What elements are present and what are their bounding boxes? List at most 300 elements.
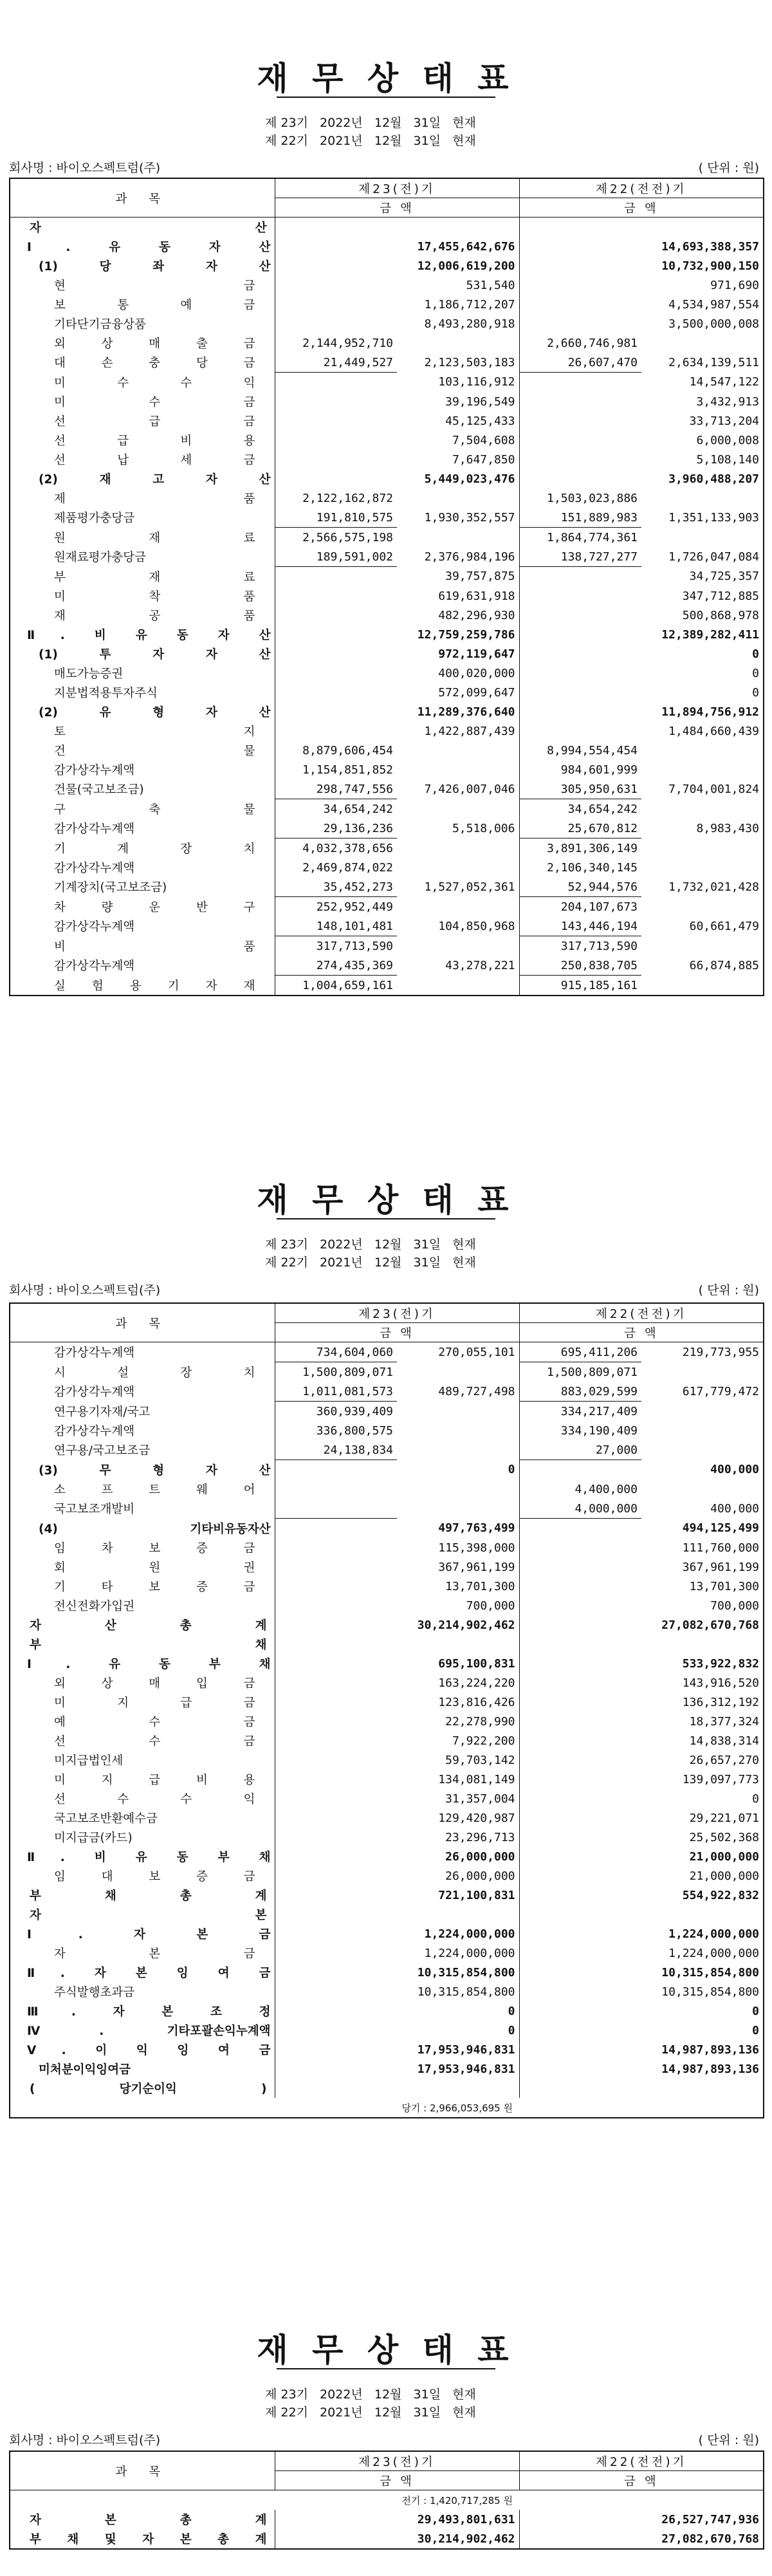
current-total-amount bbox=[397, 858, 519, 877]
prior-total-amount: 10,732,900,150 bbox=[661, 259, 759, 273]
current-detail-amount: 298,747,556 bbox=[275, 779, 397, 799]
balance-sheet-table-page3 bbox=[9, 2451, 764, 2550]
current-detail-amount bbox=[275, 2001, 397, 2021]
account-name: 감가상각누계액 bbox=[54, 1346, 135, 1360]
current-total-amount: 45,125,433 bbox=[445, 414, 515, 428]
prior-detail-amount bbox=[519, 1712, 641, 1731]
prior-total-amount bbox=[641, 1362, 764, 1382]
prior-detail-amount bbox=[519, 1866, 641, 1886]
current-total-amount: 115,398,000 bbox=[438, 1541, 515, 1555]
prior-detail-amount bbox=[519, 1886, 641, 1905]
table-row bbox=[10, 1479, 764, 1499]
current-total-amount bbox=[397, 1905, 519, 1924]
account-name: 미지급금(카드) bbox=[54, 1831, 133, 1845]
current-detail-amount: 317,713,590 bbox=[275, 936, 397, 956]
table-row bbox=[10, 2040, 764, 2059]
prior-total-amount: 10,315,854,800 bbox=[661, 1985, 759, 1999]
prior-detail-amount bbox=[519, 2510, 641, 2529]
current-detail-amount bbox=[275, 683, 397, 702]
prior-detail-amount bbox=[519, 1692, 641, 1712]
prior-detail-amount: 25,670,812 bbox=[519, 819, 641, 839]
current-detail-amount bbox=[275, 275, 397, 295]
account-name: 자 본 총 계 bbox=[30, 2514, 267, 2527]
prior-detail-amount bbox=[519, 1828, 641, 1847]
table-row bbox=[10, 1460, 764, 1480]
prior-total-amount: 13,701,300 bbox=[689, 1579, 759, 1593]
account-name: 건물(국고보조금) bbox=[54, 783, 144, 797]
prior-total-amount: 3,432,913 bbox=[696, 394, 759, 409]
current-detail-amount: 148,101,481 bbox=[275, 916, 397, 936]
current-total-amount bbox=[397, 528, 519, 548]
current-total-amount bbox=[397, 1402, 519, 1422]
prior-total-amount: 21,000,000 bbox=[689, 1869, 759, 1883]
prior-detail-amount bbox=[519, 1635, 641, 1654]
current-detail-amount bbox=[275, 1635, 397, 1654]
current-detail-amount bbox=[275, 1460, 397, 1480]
table-row bbox=[10, 392, 764, 411]
prior-detail-amount: 34,654,242 bbox=[519, 799, 641, 819]
prior-total-amount: 554,922,832 bbox=[682, 1888, 759, 1902]
prior-total-amount bbox=[641, 1905, 764, 1924]
current-detail-amount: 360,939,409 bbox=[275, 1402, 397, 1422]
title-underline bbox=[277, 1218, 495, 1219]
current-total-amount bbox=[397, 1421, 519, 1440]
account-name: 원재료평가충당금 bbox=[54, 551, 146, 565]
page-title: 재 무 상 태 표 bbox=[257, 1181, 515, 1219]
table-row bbox=[10, 567, 764, 587]
current-total-amount: 700,000 bbox=[466, 1598, 515, 1613]
period-prior: 제 22기 2021년 12월 31일 현재 bbox=[265, 1256, 476, 1270]
current-total-amount: 12,006,619,200 bbox=[417, 259, 515, 273]
prior-total-amount bbox=[641, 936, 764, 956]
current-total-amount: 489,727,498 bbox=[438, 1384, 515, 1398]
current-total-amount: 22,278,990 bbox=[445, 1714, 515, 1728]
current-detail-amount bbox=[275, 2529, 397, 2549]
account-name: 자 산 총 계 bbox=[30, 1619, 267, 1633]
account-name: 연구용/국고보조금 bbox=[54, 1444, 151, 1458]
col-subject: 과 목 bbox=[10, 178, 275, 218]
current-detail-amount bbox=[275, 1943, 397, 1963]
col-prior-period: 제22(전전)기 bbox=[519, 1303, 764, 1323]
current-total-amount bbox=[397, 1440, 519, 1460]
current-total-amount: 7,504,608 bbox=[452, 433, 515, 447]
current-total-amount: 163,224,220 bbox=[438, 1676, 515, 1690]
table-row bbox=[10, 256, 764, 275]
table-row bbox=[10, 1905, 764, 1924]
table-row bbox=[10, 314, 764, 333]
prior-total-amount: 6,000,008 bbox=[696, 433, 759, 447]
prior-detail-amount bbox=[519, 256, 641, 275]
prior-detail-amount: 8,994,554,454 bbox=[519, 741, 641, 760]
current-total-amount: 972,119,647 bbox=[438, 647, 515, 661]
prior-detail-amount: 334,217,409 bbox=[519, 1402, 641, 1422]
prior-total-amount: 26,657,270 bbox=[689, 1753, 759, 1767]
account-name: 미지급법인세 bbox=[54, 1754, 124, 1768]
prior-detail-amount bbox=[519, 1847, 641, 1866]
table-row bbox=[10, 1866, 764, 1886]
prior-total-amount bbox=[641, 799, 764, 819]
current-detail-amount: 252,952,449 bbox=[275, 897, 397, 917]
table-row bbox=[10, 1963, 764, 1982]
prior-detail-amount bbox=[519, 1808, 641, 1828]
current-detail-amount: 1,154,851,852 bbox=[275, 760, 397, 779]
account-name: 선 수 금 bbox=[54, 1735, 255, 1748]
current-detail-amount bbox=[275, 1789, 397, 1808]
prior-total-amount: 3,960,488,207 bbox=[668, 472, 759, 486]
account-name: 지분법적용투자주식 bbox=[54, 687, 158, 700]
current-detail-amount bbox=[275, 1692, 397, 1712]
table-row bbox=[10, 1828, 764, 1847]
table-row bbox=[10, 333, 764, 353]
table-row bbox=[10, 1440, 764, 1460]
current-total-amount: 29,493,801,631 bbox=[417, 2512, 515, 2526]
current-detail-amount bbox=[275, 1479, 397, 1499]
table-row bbox=[10, 488, 764, 508]
prior-detail-amount bbox=[519, 702, 641, 721]
page-title: 재 무 상 태 표 bbox=[257, 2331, 515, 2369]
current-detail-amount: 21,449,527 bbox=[275, 353, 397, 373]
prior-total-amount bbox=[641, 218, 764, 237]
current-total-amount: 1,186,712,207 bbox=[424, 297, 515, 311]
current-total-amount: 10,315,854,800 bbox=[417, 1965, 515, 1979]
prior-detail-amount: 1,864,774,361 bbox=[519, 528, 641, 548]
current-total-amount: 129,420,987 bbox=[438, 1811, 515, 1825]
prior-total-amount bbox=[641, 839, 764, 858]
current-detail-amount bbox=[275, 2510, 397, 2529]
current-total-amount: 11,289,376,640 bbox=[417, 705, 515, 719]
current-detail-amount bbox=[275, 237, 397, 256]
current-detail-amount bbox=[275, 1905, 397, 1924]
prior-total-amount bbox=[641, 1479, 764, 1499]
col-subject: 과 목 bbox=[10, 2451, 275, 2490]
current-total-amount bbox=[397, 218, 519, 237]
table-row bbox=[10, 1924, 764, 1943]
account-name: 제품평가충당금 bbox=[54, 512, 135, 526]
prior-total-amount: 5,108,140 bbox=[696, 452, 759, 467]
prior-detail-amount bbox=[519, 373, 641, 393]
current-detail-amount bbox=[275, 1731, 397, 1750]
current-total-amount: 12,759,259,786 bbox=[417, 627, 515, 642]
account-name: 재 공 품 bbox=[54, 609, 255, 623]
current-total-amount: 26,000,000 bbox=[445, 1849, 515, 1864]
table-row bbox=[10, 237, 764, 256]
table-row bbox=[10, 2021, 764, 2040]
col-current-amount: 금 액 bbox=[275, 198, 519, 218]
current-total-amount bbox=[397, 1362, 519, 1382]
table-row bbox=[10, 2529, 764, 2549]
table-row bbox=[10, 644, 764, 663]
period-prior: 제 22기 2021년 12월 31일 현재 bbox=[265, 2405, 476, 2420]
current-total-amount: 2,376,984,196 bbox=[424, 550, 515, 564]
table-row bbox=[10, 547, 764, 567]
table-row bbox=[10, 1519, 764, 1539]
col-prior-period: 제22(전전)기 bbox=[519, 178, 764, 198]
account-name: 부 채 총 계 bbox=[30, 1889, 267, 1903]
account-name: 매도가능증권 bbox=[54, 667, 124, 681]
current-total-amount: 5,518,006 bbox=[452, 821, 515, 835]
current-total-amount: 0 bbox=[508, 2023, 515, 2037]
account-name: (4) 기타비유동자산 bbox=[39, 1522, 271, 1536]
current-detail-amount bbox=[275, 392, 397, 411]
account-name: 미 수 수 익 bbox=[54, 376, 255, 390]
prior-total-amount: 1,484,660,439 bbox=[668, 724, 759, 738]
table-row bbox=[10, 936, 764, 956]
current-total-amount: 1,930,352,557 bbox=[424, 510, 515, 524]
account-name: 소 프 트 웨 어 bbox=[54, 1483, 255, 1497]
prior-total-amount bbox=[641, 976, 764, 996]
prior-detail-amount bbox=[519, 1596, 641, 1615]
account-name: Ⅳ. 기타포괄손익누계액 bbox=[27, 2025, 271, 2038]
account-name: 제 품 bbox=[54, 492, 255, 506]
current-total-amount bbox=[397, 760, 519, 779]
current-total-amount: 26,000,000 bbox=[445, 1869, 515, 1883]
account-name: 구 축 물 bbox=[54, 802, 255, 817]
account-name: 외 상 매 입 금 bbox=[54, 1677, 255, 1691]
col-prior-amount: 금 액 bbox=[519, 2471, 764, 2490]
current-detail-amount: 336,800,575 bbox=[275, 1421, 397, 1440]
table-row bbox=[10, 1886, 764, 1905]
current-total-amount: 1,422,887,439 bbox=[424, 724, 515, 738]
current-detail-amount bbox=[275, 1770, 397, 1789]
prior-detail-amount: 305,950,631 bbox=[519, 779, 641, 799]
table-row bbox=[10, 275, 764, 295]
prior-detail-amount bbox=[519, 1924, 641, 1943]
account-name: 예 수 금 bbox=[54, 1716, 255, 1729]
current-detail-amount bbox=[275, 1519, 397, 1539]
prior-total-amount: 29,221,071 bbox=[689, 1811, 759, 1825]
current-detail-amount bbox=[275, 469, 397, 488]
account-name: 실 험 용 기 자 재 bbox=[54, 979, 255, 993]
prior-detail-amount bbox=[519, 1654, 641, 1673]
current-detail-amount: 191,810,575 bbox=[275, 508, 397, 528]
table-row bbox=[10, 839, 764, 858]
prior-total-amount: 14,987,893,136 bbox=[661, 2062, 759, 2076]
unit-label: ( 단위 : 원) bbox=[698, 1283, 759, 1297]
current-total-amount: 23,296,713 bbox=[445, 1830, 515, 1844]
prior-detail-amount bbox=[519, 1943, 641, 1963]
current-total-amount: 1,224,000,000 bbox=[424, 1946, 515, 1960]
current-detail-amount bbox=[275, 2040, 397, 2059]
current-detail-amount: 24,138,834 bbox=[275, 1440, 397, 1460]
title-underline bbox=[277, 2368, 495, 2369]
current-total-amount bbox=[397, 799, 519, 819]
account-name: (2) 재 고 자 산 bbox=[39, 473, 271, 486]
current-detail-amount bbox=[275, 431, 397, 450]
account-name: Ⅱ. 비 유 동 부 채 bbox=[27, 1851, 271, 1864]
account-name: (1) 당 좌 자 산 bbox=[39, 260, 271, 273]
table-row bbox=[10, 606, 764, 625]
prior-total-amount: 60,661,479 bbox=[689, 919, 759, 933]
table-row bbox=[10, 1847, 764, 1866]
account-name: 건 물 bbox=[54, 745, 255, 758]
current-total-amount: 2,123,503,183 bbox=[424, 355, 515, 369]
prior-total-amount: 0 bbox=[752, 2023, 759, 2037]
prior-detail-amount bbox=[519, 1577, 641, 1596]
prior-total-amount bbox=[641, 1421, 764, 1440]
prior-total-amount: 25,502,368 bbox=[689, 1830, 759, 1844]
prior-total-amount: 400,000 bbox=[710, 1501, 759, 1515]
prior-detail-amount bbox=[519, 1750, 641, 1770]
current-detail-amount bbox=[275, 1924, 397, 1943]
current-total-amount: 30,214,902,462 bbox=[417, 2532, 515, 2546]
prior-detail-amount bbox=[519, 469, 641, 488]
table-row bbox=[10, 779, 764, 799]
prior-total-amount: 14,547,122 bbox=[689, 375, 759, 389]
prior-total-amount: 1,224,000,000 bbox=[668, 1927, 759, 1941]
current-detail-amount bbox=[275, 450, 397, 469]
account-name: (3) 무 형 자 산 bbox=[39, 1463, 271, 1478]
prior-total-amount: 26,527,747,936 bbox=[661, 2512, 759, 2526]
balance-sheet-table-page2 bbox=[9, 1302, 764, 2118]
account-name: 회 원 권 bbox=[54, 1561, 255, 1575]
prior-detail-amount bbox=[519, 1460, 641, 1480]
table-row bbox=[10, 586, 764, 606]
table-row bbox=[10, 877, 764, 897]
account-name: 연구용기자재/국고 bbox=[54, 1405, 151, 1419]
period-current: 제 23기 2022년 12월 31일 현재 bbox=[265, 116, 476, 130]
account-name: 기타단기금융상품 bbox=[54, 318, 146, 331]
current-detail-amount bbox=[275, 2021, 397, 2040]
table-row bbox=[10, 450, 764, 469]
table-row bbox=[10, 469, 764, 488]
table-row bbox=[10, 2001, 764, 2021]
current-detail-amount bbox=[275, 702, 397, 721]
prior-detail-amount: 4,400,000 bbox=[519, 1479, 641, 1499]
current-total-amount bbox=[397, 333, 519, 353]
prior-total-amount: 18,377,324 bbox=[689, 1714, 759, 1728]
prior-detail-amount bbox=[519, 586, 641, 606]
account-name: 차 량 운 반 구 bbox=[54, 900, 255, 914]
table-row bbox=[10, 431, 764, 450]
current-total-amount: 30,214,902,462 bbox=[417, 1618, 515, 1632]
current-total-amount: 59,703,142 bbox=[445, 1753, 515, 1767]
current-detail-amount: 29,136,236 bbox=[275, 819, 397, 839]
prior-detail-amount bbox=[519, 1731, 641, 1750]
prior-detail-amount bbox=[519, 721, 641, 741]
table-row bbox=[10, 1615, 764, 1635]
current-detail-amount: 1,004,659,161 bbox=[275, 976, 397, 996]
table-row bbox=[10, 1342, 764, 1362]
current-detail-amount bbox=[275, 1886, 397, 1905]
table-row bbox=[10, 2059, 764, 2079]
current-detail-amount bbox=[275, 1847, 397, 1866]
current-detail-amount bbox=[275, 1750, 397, 1770]
col-current-amount: 금 액 bbox=[275, 1323, 519, 1342]
prior-detail-amount: 334,190,409 bbox=[519, 1421, 641, 1440]
col-prior-amount: 금 액 bbox=[519, 1323, 764, 1342]
prior-total-amount: 0 bbox=[752, 666, 759, 680]
current-total-amount: 0 bbox=[508, 2004, 515, 2018]
current-detail-amount bbox=[275, 1538, 397, 1557]
table-row bbox=[10, 721, 764, 741]
account-name: 감가상각누계액 bbox=[54, 764, 135, 777]
current-detail-amount bbox=[275, 218, 397, 237]
col-current-period: 제23(전)기 bbox=[275, 2451, 519, 2471]
account-name: 부 채 bbox=[30, 1638, 267, 1652]
account-name: 부 재 료 bbox=[54, 570, 255, 584]
prior-detail-amount bbox=[519, 606, 641, 625]
account-name: 국고보조반환예수금 bbox=[54, 1812, 158, 1826]
table-row bbox=[10, 1982, 764, 2001]
current-detail-amount bbox=[275, 1866, 397, 1886]
unit-label: ( 단위 : 원) bbox=[698, 161, 759, 175]
account-name: 보 통 예 금 bbox=[54, 299, 255, 312]
account-name: Ⅴ. 이 익 잉 여 금 bbox=[27, 2044, 271, 2057]
table-row bbox=[10, 1596, 764, 1615]
prior-detail-amount: 883,029,599 bbox=[519, 1382, 641, 1402]
table-row bbox=[10, 1750, 764, 1770]
prior-total-amount: 143,916,520 bbox=[682, 1676, 759, 1690]
prior-detail-amount: 984,601,999 bbox=[519, 760, 641, 779]
prior-total-amount: 14,838,314 bbox=[689, 1734, 759, 1748]
current-detail-amount bbox=[275, 721, 397, 741]
table-row bbox=[10, 2079, 764, 2098]
table-row bbox=[10, 625, 764, 644]
prior-detail-amount: 250,838,705 bbox=[519, 956, 641, 976]
current-total-amount: 400,020,000 bbox=[438, 666, 515, 680]
current-detail-amount bbox=[275, 663, 397, 683]
account-name: 감가상각누계액 bbox=[54, 1385, 135, 1400]
current-total-amount: 572,099,647 bbox=[438, 685, 515, 700]
current-total-amount bbox=[397, 488, 519, 508]
table-row bbox=[10, 702, 764, 721]
current-detail-amount bbox=[275, 256, 397, 275]
prior-detail-amount bbox=[519, 411, 641, 431]
company-name: 회사명 : 바이오스펙트럼(주) bbox=[9, 161, 161, 175]
current-detail-amount: 189,591,002 bbox=[275, 547, 397, 567]
table-row bbox=[10, 1382, 764, 1402]
current-total-amount: 367,961,199 bbox=[438, 1560, 515, 1574]
prior-total-amount: 136,312,192 bbox=[682, 1695, 759, 1709]
current-detail-amount: 2,144,952,710 bbox=[275, 333, 397, 353]
prior-total-amount: 11,894,756,912 bbox=[661, 705, 759, 719]
prior-detail-amount bbox=[519, 663, 641, 683]
prior-detail-amount: 27,000 bbox=[519, 1440, 641, 1460]
col-prior-period: 제22(전전)기 bbox=[519, 2451, 764, 2471]
current-total-amount: 123,816,426 bbox=[438, 1695, 515, 1709]
current-detail-amount bbox=[275, 567, 397, 587]
table-row bbox=[10, 1692, 764, 1712]
current-detail-amount bbox=[275, 1557, 397, 1577]
account-name: 선 수 수 익 bbox=[54, 1793, 255, 1806]
current-total-amount bbox=[397, 1499, 519, 1519]
current-detail-amount: 4,032,378,656 bbox=[275, 839, 397, 858]
current-detail-amount bbox=[275, 644, 397, 663]
current-total-amount bbox=[397, 936, 519, 956]
table-row bbox=[10, 916, 764, 936]
account-name: Ⅱ. 비 유 동 자 산 bbox=[27, 629, 271, 642]
prior-total-amount: 12,389,282,411 bbox=[661, 627, 759, 642]
table-row bbox=[10, 528, 764, 548]
current-total-amount: 1,527,052,361 bbox=[424, 880, 515, 894]
col-prior-amount: 금 액 bbox=[519, 198, 764, 218]
prior-detail-amount: 143,446,194 bbox=[519, 916, 641, 936]
account-name: 감가상각누계액 bbox=[54, 1425, 135, 1438]
current-detail-amount bbox=[275, 1828, 397, 1847]
current-total-amount: 497,763,499 bbox=[438, 1521, 515, 1535]
current-detail-amount bbox=[275, 625, 397, 644]
col-current-amount: 금 액 bbox=[275, 2471, 519, 2490]
prior-detail-amount bbox=[519, 431, 641, 450]
table-row bbox=[10, 1943, 764, 1963]
account-name: 감가상각누계액 bbox=[54, 862, 135, 875]
current-detail-amount bbox=[275, 411, 397, 431]
current-total-amount bbox=[397, 897, 519, 917]
prior-detail-amount bbox=[519, 1963, 641, 1982]
prior-total-amount: 1,732,021,428 bbox=[668, 880, 759, 894]
table-row bbox=[10, 1635, 764, 1654]
table-row bbox=[10, 353, 764, 373]
